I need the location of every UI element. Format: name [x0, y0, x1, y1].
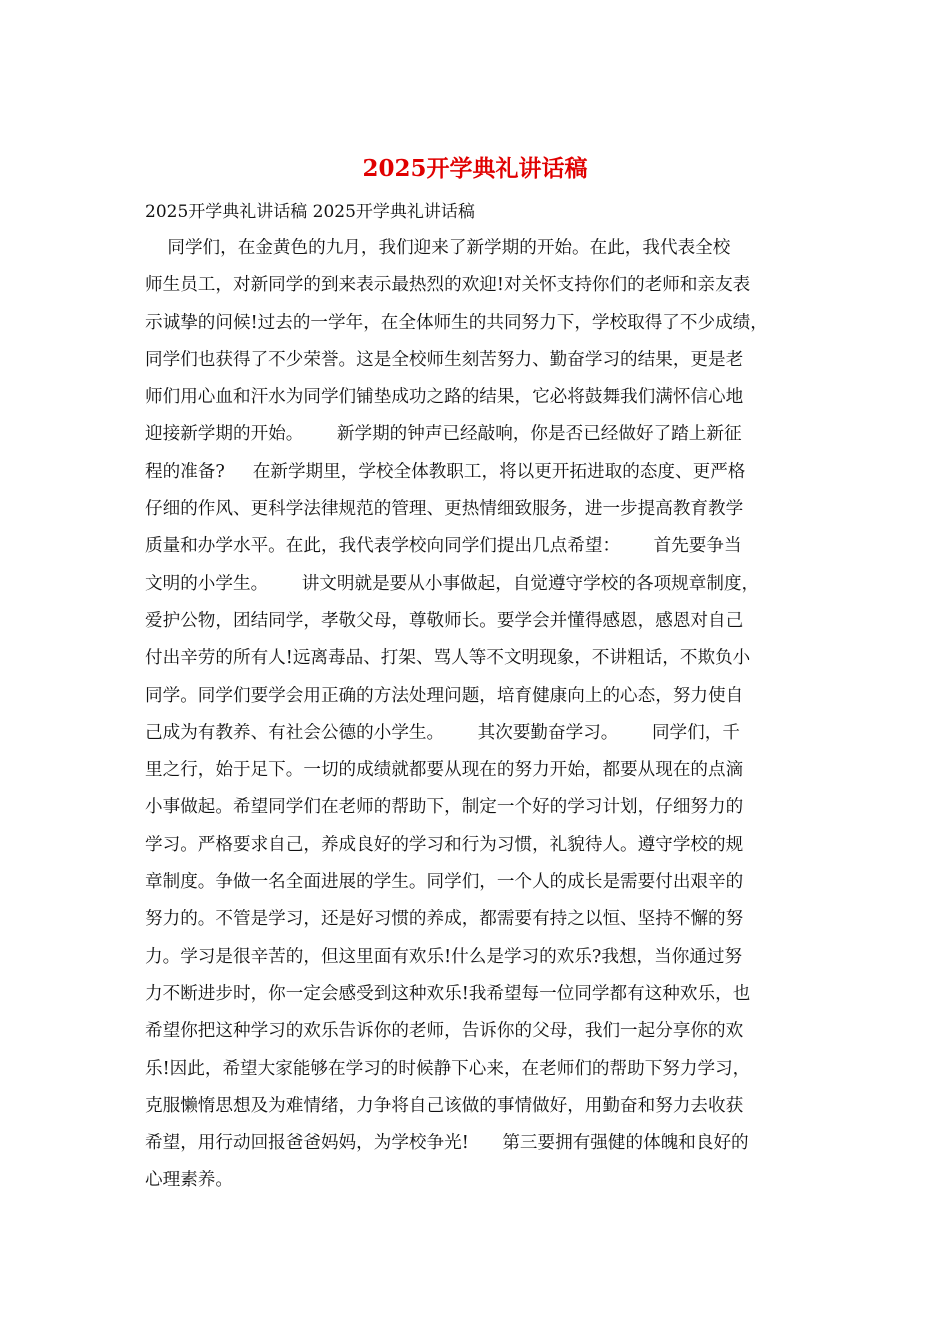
body-text-line: 程的准备? 在新学期里，学校全体教职工，将以更开拓进取的态度、更严格	[145, 461, 746, 482]
body-text-line: 里之行，始于足下。一切的成绩就都要从现在的努力开始，都要从现在的点滴	[145, 760, 744, 781]
body-text-line: 努力的。不管是学习，还是好习惯的养成，都需要有持之以恒、坚持不懈的努	[145, 909, 744, 930]
body-text-line: 小事做起。希望同学们在老师的帮助下，制定一个好的学习计划，仔细努力的	[145, 797, 744, 818]
body-text-line: 文明的小学生。 讲文明就是要从小事做起，自觉遵守学校的各项规章制度，	[145, 573, 760, 594]
body-text-line: 希望你把这种学习的欢乐告诉你的老师，告诉你的父母，我们一起分享你的欢	[145, 1021, 744, 1042]
body-text-line: 仔细的作风、更科学法律规范的管理、更热情细致服务，进一步提高教育教学	[145, 499, 744, 520]
body-text-line: 同学们也获得了不少荣誉。这是全校师生刻苦努力、勤奋学习的结果，更是老	[145, 349, 744, 370]
body-text-line: 付出辛劳的所有人!远离毒品、打架、骂人等不文明现象，不讲粗话，不欺负小	[145, 648, 751, 669]
body-text-line: 师生员工，对新同学的到来表示最热烈的欢迎!对关怀支持你们的老师和亲友表	[145, 275, 751, 296]
body-text-line: 章制度。争做一名全面进展的学生。同学们，一个人的成长是需要付出艰辛的	[145, 872, 744, 893]
speech-body	[145, 230, 825, 1200]
body-text-line: 学习。严格要求自己，养成良好的学习和行为习惯，礼貌待人。遵守学校的规	[145, 834, 744, 855]
body-text-line: 克服懒惰思想及为难情绪，力争将自己该做的事情做好，用勤奋和努力去收获	[145, 1095, 744, 1116]
body-text-line: 爱护公物，团结同学，孝敬父母，尊敬师长。要学会并懂得感恩，感恩对自己	[145, 610, 744, 631]
body-text-line: 师们用心血和汗水为同学们铺垫成功之路的结果，它必将鼓舞我们满怀信心地	[145, 387, 744, 408]
body-text-line: 质量和办学水平。在此，我代表学校向同学们提出几点希望： 首先要争当	[145, 536, 742, 557]
body-text-line: 力。学习是很辛苦的，但这里面有欢乐!什么是学习的欢乐?我想，当你通过努	[145, 946, 743, 967]
body-text-line: 乐!因此，希望大家能够在学习的时候静下心来，在老师们的帮助下努力学习，	[145, 1058, 751, 1079]
body-text-line: 己成为有教养、有社会公德的小学生。 其次要勤奋学习。 同学们，千	[145, 722, 740, 743]
body-text-line: 力不断进步时，你一定会感受到这种欢乐!我希望每一位同学都有这种欢乐，也	[145, 983, 751, 1004]
body-text-line: 同学。同学们要学会用正确的方法处理问题，培育健康向上的心态，努力使自	[145, 685, 744, 706]
body-text-line: 迎接新学期的开始。 新学期的钟声已经敲响，你是否已经做好了踏上新征	[145, 424, 742, 445]
body-text-line: 示诚挚的问候!过去的一学年，在全体师生的共同努力下，学校取得了不少成绩，	[145, 312, 768, 333]
body-text-line: 同学们，在金黄色的九月，我们迎来了新学期的开始。在此，我代表全校	[145, 238, 731, 258]
subtitle-line: 2025开学典礼讲话稿 2025开学典礼讲话稿	[145, 202, 475, 222]
body-text-line: 心理素养。	[145, 1170, 233, 1191]
page-title: 2025开学典礼讲话稿	[362, 155, 588, 182]
body-text-line: 希望，用行动回报爸爸妈妈，为学校争光! 第三要拥有强健的体魄和良好的	[145, 1133, 749, 1154]
